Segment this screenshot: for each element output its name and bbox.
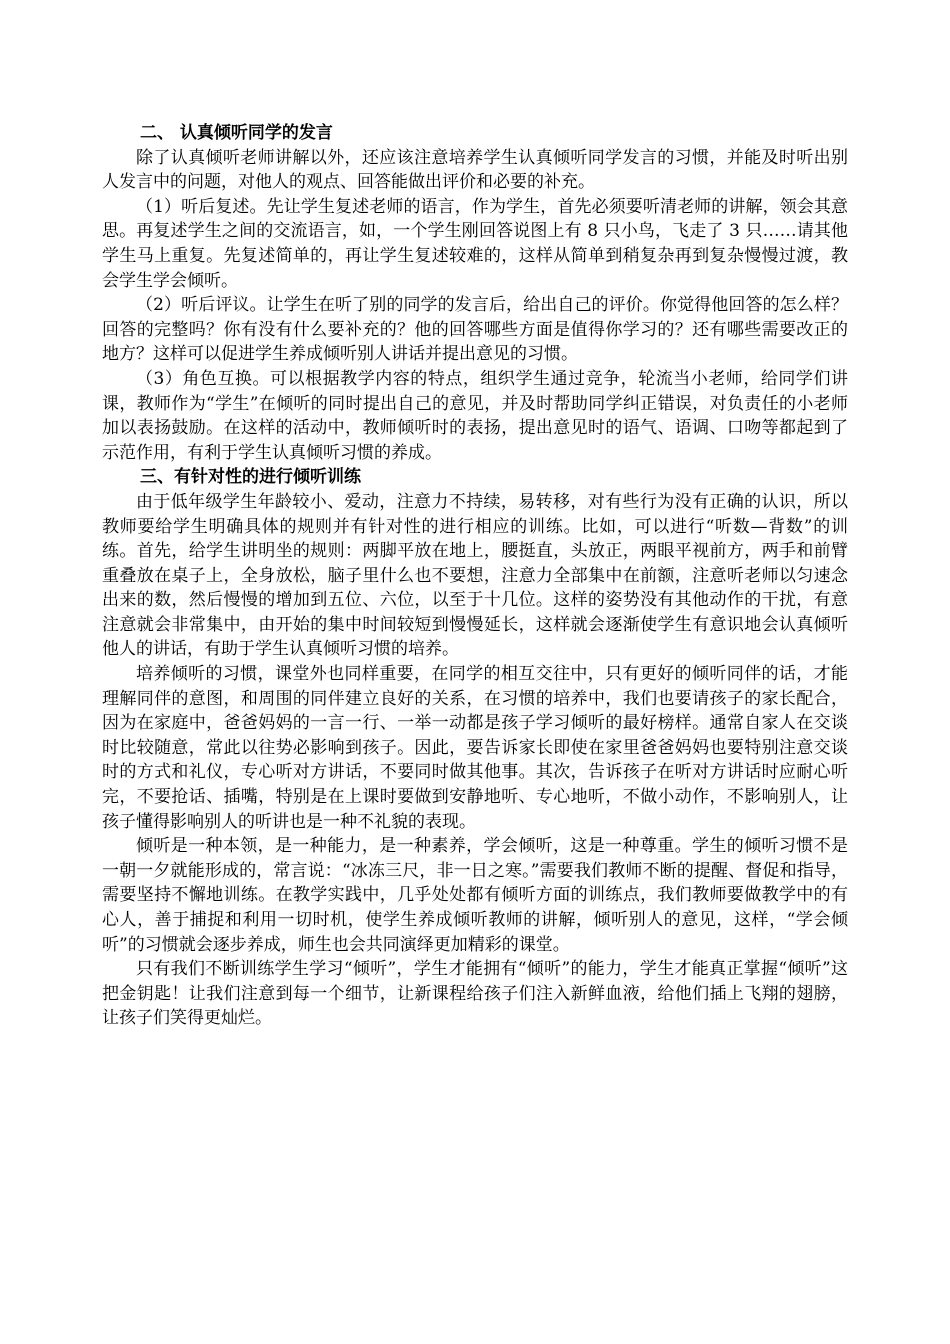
document-body: [102, 121, 848, 1031]
section-two-heading: 二、 认真倾听同学的发言: [140, 123, 333, 143]
listen-and-comment-paragraph: （2）听后评议。让学生在听了别的同学的发言后，给出自己的评价。你觉得他回答的怎么样？回答的完整吗？你有没有什么要补充的？他的回答哪些方面是值得你学习的？还有哪些需要改正的地方？这样可以促进学生养成倾听别人讲话并提出意见的习惯。: [102, 295, 848, 365]
section-three-heading: 三、有针对性的进行倾听训练: [140, 467, 361, 488]
listening-training-paragraph: 由于低年级学生年龄较小、爱动，注意力不持续，易转移，对有些行为没有正确的认识，所以教师要给学生明确具体的规则并有针对性的进行相应的训练。比如，可以进行“听数—背数”的训练。首先，给学生讲明坐的规则：两脚平放在地上，腰挺直，头放正，两眼平视前方，两手和前臂重叠放在桌子上，全身放松，脑子里什么也不要想，注意力全部集中在前额，注意听老师以匀速念出来的数，然后慢慢的增加到五位、六位，以至于十几位。这样的姿势没有其他动作的干扰，有意注意就会非常集中，由开始的集中时间较短到慢慢延长，这样就会逐渐使学生有意识地会认真倾听他人的讲话，有助于学生认真倾听习惯的培养。: [102, 491, 848, 660]
role-swap-paragraph: （3）角色互换。可以根据教学内容的特点，组织学生通过竞争，轮流当小老师，给同学们讲课，教师作为“学生”在倾听的同时提出自己的意见，并及时帮助同学纠正错误，对负责任的小老师加以表扬鼓励。在这样的活动中，教师倾听时的表扬，提出意见时的语气、语调、口吻等都起到了示范作用，有利于学生认真倾听习惯的养成。: [102, 368, 848, 463]
section-two-intro-paragraph: 除了认真倾听老师讲解以外，还应该注意培养学生认真倾听同学发言的习惯，并能及时听出别人发言中的问题，对他人的观点、回答能做出评价和必要的补充。: [102, 147, 848, 193]
listening-ability-paragraph: 倾听是一种本领，是一种能力，是一种素养，学会倾听，这是一种尊重。学生的倾听习惯不是一朝一夕就能形成的，常言说：“冰冻三尺，非一日之寒。”需要我们教师不断的提醒、督促和指导，需要坚持不懈地训练。在教学实践中，几乎处处都有倾听方面的训练点，我们教师要做教学中的有心人，善于捕捉和利用一切时机，使学生养成倾听教师的讲解，倾听别人的意见，这样，“学会倾听”的习惯就会逐步养成，师生也会共同演绎更加精彩的课堂。: [102, 836, 848, 955]
listen-and-repeat-paragraph: （1）听后复述。先让学生复述老师的语言，作为学生，首先必须要听清老师的讲解，领会其意思。再复述学生之间的交流语言，如，一个学生刚回答说图上有 8 只小鸟，飞走了 3 只……请其他学生马上重复。先复述简单的，再让学生复述较难的，这样从简单到稍复杂再到复杂慢慢过渡，教会学生学会倾听。: [102, 196, 848, 291]
conclusion-paragraph: 只有我们不断训练学生学习“倾听”，学生才能拥有“倾听”的能力，学生才能真正掌握“倾听”这把金钥匙！让我们注意到每一个细节，让新课程给孩子们注入新鲜血液，给他们插上飞翔的翅膀，让孩子们笑得更灿烂。: [102, 959, 848, 1029]
home-cooperation-paragraph: 培养倾听的习惯，课堂外也同样重要，在同学的相互交往中，只有更好的倾听同伴的话，才能理解同伴的意图，和周围的同伴建立良好的关系，在习惯的培养中，我们也要请孩子的家长配合，因为在家庭中，爸爸妈妈的一言一行、一举一动都是孩子学习倾听的最好榜样。通常自家人在交谈时比较随意，常此以往势必影响到孩子。因此，要告诉家长即使在家里爸爸妈妈也要特别注意交谈时的方式和礼仪，专心听对方讲话，不要同时做其他事。其次，告诉孩子在听对方讲话时应耐心听完，不要抢话、插嘴，特别是在上课时要做到安静地听、专心地听，不做小动作，不影响别人，让孩子懂得影响别人的听讲也是一种不礼貌的表现。: [102, 664, 848, 832]
